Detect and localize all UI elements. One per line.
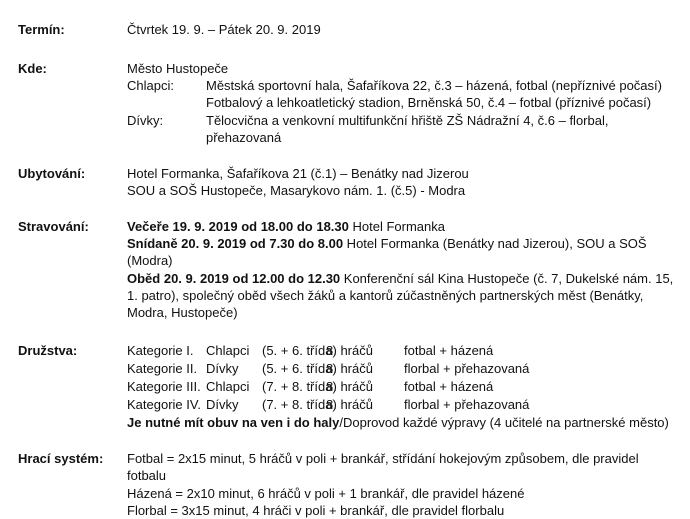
ubytovani-line-1: Hotel Formanka, Šafaříkova 21 (č.1) – Benátky nad Jizerou [127,166,469,181]
kde-city: Město Hustopeče [127,61,229,76]
fotbal-line-1: Fotbal = 2x15 minut, 5 hráčů v poli + brankář, střídání hokejovým způsobem, dle pravidel [127,451,639,466]
obed-time: Oběd 20. 9. 2019 od 12.00 do 12.30 [127,271,341,286]
skupina: Dívky [206,361,239,376]
termin-label: Termín: [18,22,65,37]
snidane-cont: (Modra) [127,253,173,268]
kategorie: Kategorie II. [127,361,198,376]
kde-chlapci-venue-1: Městská sportovní hala, Šafaříkova 22, č.3 – házená, fotbal (nepříznivé počasí) [206,78,662,93]
skupina: Chlapci [206,343,250,358]
kde-divky-venue-1: Tělocvična a venkovní multifunkční hřiště ZŠ Nádražní 4, č.6 – florbal, [206,113,609,128]
tridy: (5. + 6. třída) [262,361,337,376]
fotbal-line-2: fotbalu [127,468,167,483]
kde-label: Kde: [18,61,47,76]
skupina: Chlapci [206,379,250,394]
kde-chlapci-label: Chlapci: [127,78,174,93]
stravovani-snidane [127,236,647,252]
druzstva-row [0,343,690,359]
note-shoes: Je nutné mít obuv na ven i do haly [127,415,340,430]
ubytovani-line-2: SOU a SOŠ Hustopeče, Masarykovo nám. 1. (č.5) - Modra [127,183,466,198]
snidane-time: Snídaně 20. 9. 2019 od 7.30 do 8.00 [127,236,344,251]
hazena-line: Házená = 2x10 minut, 6 hráčů v poli + 1 brankář, dle pravidel házené [127,486,525,501]
kategorie: Kategorie I. [127,343,194,358]
vecere-time: Večeře 19. 9. 2019 od 18.00 do 18.30 [127,219,349,234]
hraci: 8. hráčů [326,361,373,376]
hraci-system-label: Hrací systém: [18,451,104,466]
druzstva-row [0,361,690,377]
stravovani-vecere [127,219,445,235]
sporty: fotbal + házená [404,379,494,394]
tridy: (7. + 8. třída) [262,379,337,394]
hraci: 8. hráčů [326,397,373,412]
druzstva-row [0,379,690,395]
hraci: 8. hráčů [326,343,373,358]
skupina: Dívky [206,397,239,412]
obed-cont-2: Modra, Hustopeče) [127,305,238,320]
sporty: florbal + přehazovaná [404,361,530,376]
stravovani-label: Stravování: [18,219,89,234]
ubytovani-label: Ubytování: [18,166,86,181]
obed-cont-1: 1. patro), společný oběd všech žáků a kantorů zúčastněných partnerských měst (Benátky, [127,288,644,303]
kde-divky-label: Dívky: [127,113,164,128]
kategorie: Kategorie IV. [127,397,201,412]
stravovani-obed [127,271,673,287]
druzstva-note [127,415,669,431]
tridy: (5. + 6. třída) [262,343,337,358]
sporty: fotbal + házená [404,343,494,358]
termin-value: Čtvrtek 19. 9. – Pátek 20. 9. 2019 [127,22,321,37]
vecere-place: Hotel Formanka [348,219,445,234]
snidane-place: Hotel Formanka (Benátky nad Jizerou), SOU a SOŠ [343,236,647,251]
florbal-line: Florbal = 3x15 minut, 4 hráči v poli + brankář, dle pravidel florbalu [127,503,505,518]
kategorie: Kategorie III. [127,379,201,394]
hraci: 8. hráčů [326,379,373,394]
tridy: (7. + 8. třída) [262,397,337,412]
druzstva-label: Družstva: [18,343,78,358]
obed-place: Konferenční sál Kina Hustopeče (č. 7, Dukelské nám. 15, [340,271,674,286]
kde-divky-venue-2: přehazovaná [206,130,282,145]
note-escort: /Doprovod každé výpravy (4 učitelé na partnerské město) [339,415,669,430]
kde-chlapci-venue-2: Fotbalový a lehkoatletický stadion, Brněnská 50, č.4 – fotbal (příznivé počasí) [206,95,652,110]
sporty: florbal + přehazovaná [404,397,530,412]
druzstva-row [0,397,690,413]
